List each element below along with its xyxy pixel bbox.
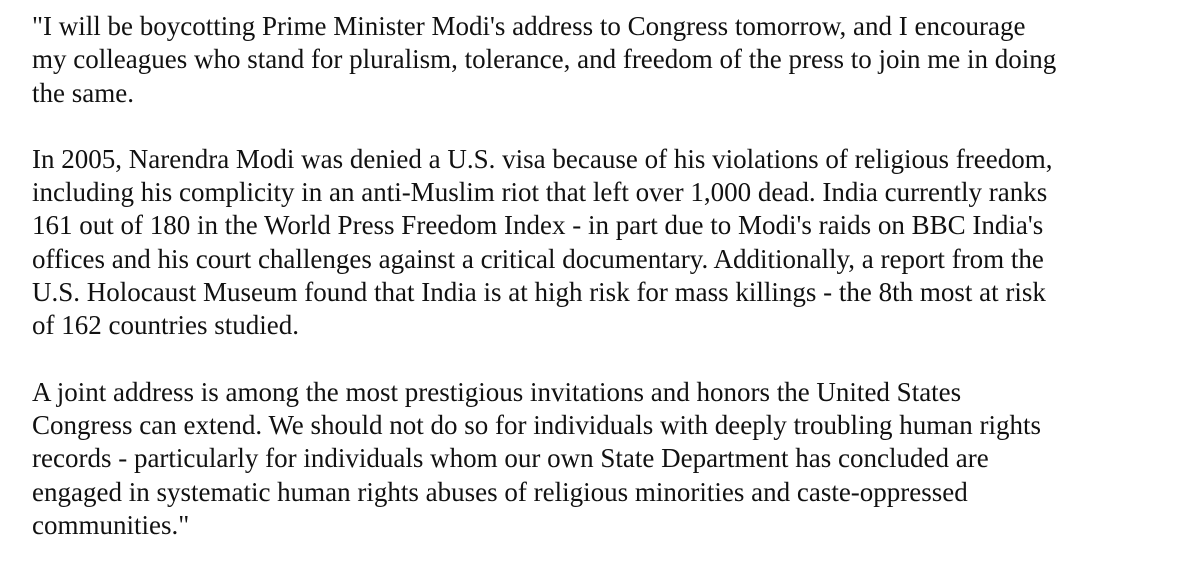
- text-line: 161 out of 180 in the World Press Freedom Index - in part due to Modi's raids on BBC India's: [32, 210, 1044, 241]
- text-line: "I will be boycotting Prime Minister Modi's address to Congress tomorrow, and I encourage: [32, 11, 1026, 41]
- text-line: offices and his court challenges against a critical documentary. Additionally, a report from the: [32, 243, 1044, 274]
- text-line: my colleagues who stand for pluralism, tolerance, and freedom of the press to join me in doing: [32, 44, 1057, 75]
- paragraph-joint-address: [32, 376, 1172, 542]
- paragraph-background: [32, 143, 1172, 343]
- text-line: engaged in systematic human rights abuses of religious minorities and caste-oppressed: [32, 476, 968, 507]
- statement-body: [32, 10, 1172, 542]
- text-line: A joint address is among the most prestigious invitations and honors the United States: [32, 376, 962, 407]
- text-line: Congress can extend. We should not do so for individuals with deeply troubling human rights: [32, 409, 1041, 440]
- text-line: records - particularly for individuals whom our own State Department has concluded are: [32, 443, 989, 474]
- text-line: of 162 countries studied.: [32, 310, 299, 341]
- text-line: including his complicity in an anti-Muslim riot that left over 1,000 dead. India currently ranks: [32, 177, 1048, 208]
- text-line: In 2005, Narendra Modi was denied a U.S. visa because of his violations of religious freedom,: [32, 143, 1053, 174]
- text-line: U.S. Holocaust Museum found that India is at high risk for mass killings - the 8th most at risk: [32, 277, 1046, 308]
- text-line: communities.": [32, 509, 190, 540]
- text-line: the same.: [32, 77, 134, 108]
- paragraph-boycott: [32, 10, 1172, 110]
